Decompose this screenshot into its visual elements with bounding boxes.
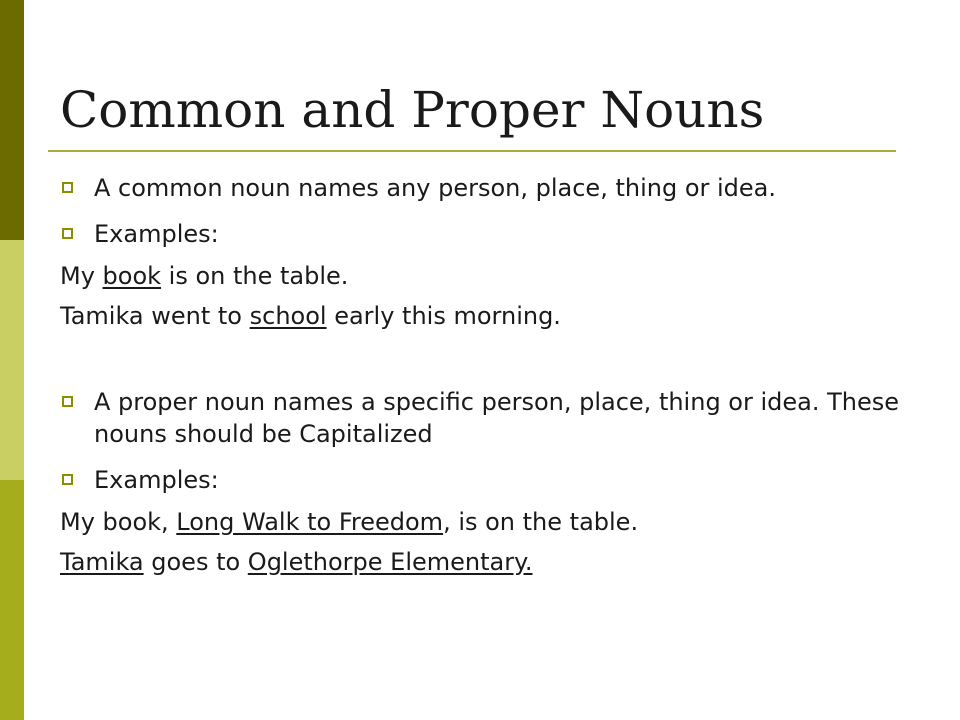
square-bullet-icon (62, 474, 73, 485)
bullet-proper-examples (60, 464, 900, 496)
example-text: My (60, 262, 103, 290)
example-text: My book, (60, 508, 177, 536)
slide-body (60, 172, 900, 578)
proper-example-1 (60, 506, 900, 538)
bullet-text: A common noun names any person, place, thing or idea. (94, 174, 776, 202)
square-bullet-icon (62, 396, 73, 407)
example-text: early this morning. (326, 302, 561, 330)
bullet-text: Examples: (94, 220, 219, 248)
bullet-common-examples (60, 218, 900, 250)
sidebar-accent-middle (0, 240, 24, 480)
underlined-noun: Oglethorpe Elementary. (247, 548, 533, 576)
underlined-noun: Tamika (60, 548, 144, 576)
bullet-proper-definition (60, 386, 900, 450)
common-example-2 (60, 300, 900, 332)
slide-title: Common and Proper Nouns (60, 81, 765, 139)
example-text: goes to (143, 548, 248, 576)
underlined-noun: school (249, 302, 327, 330)
square-bullet-icon (62, 228, 73, 239)
square-bullet-icon (62, 182, 73, 193)
underlined-noun: Long Walk to Freedom (176, 508, 444, 536)
proper-example-2 (60, 546, 900, 578)
example-text: , is on the table. (443, 508, 639, 536)
common-example-1 (60, 260, 900, 292)
underlined-noun: book (102, 262, 162, 290)
sidebar-accent-top (0, 0, 24, 240)
example-text: Tamika went to (60, 302, 250, 330)
sidebar-accent-bottom (0, 480, 24, 720)
title-divider (48, 150, 896, 152)
bullet-common-definition (60, 172, 900, 204)
example-text: is on the table. (161, 262, 349, 290)
bullet-text: Examples: (94, 466, 219, 494)
bullet-text: A proper noun names a specific person, place, thing or idea. These nouns should be Capitalized (94, 388, 900, 448)
